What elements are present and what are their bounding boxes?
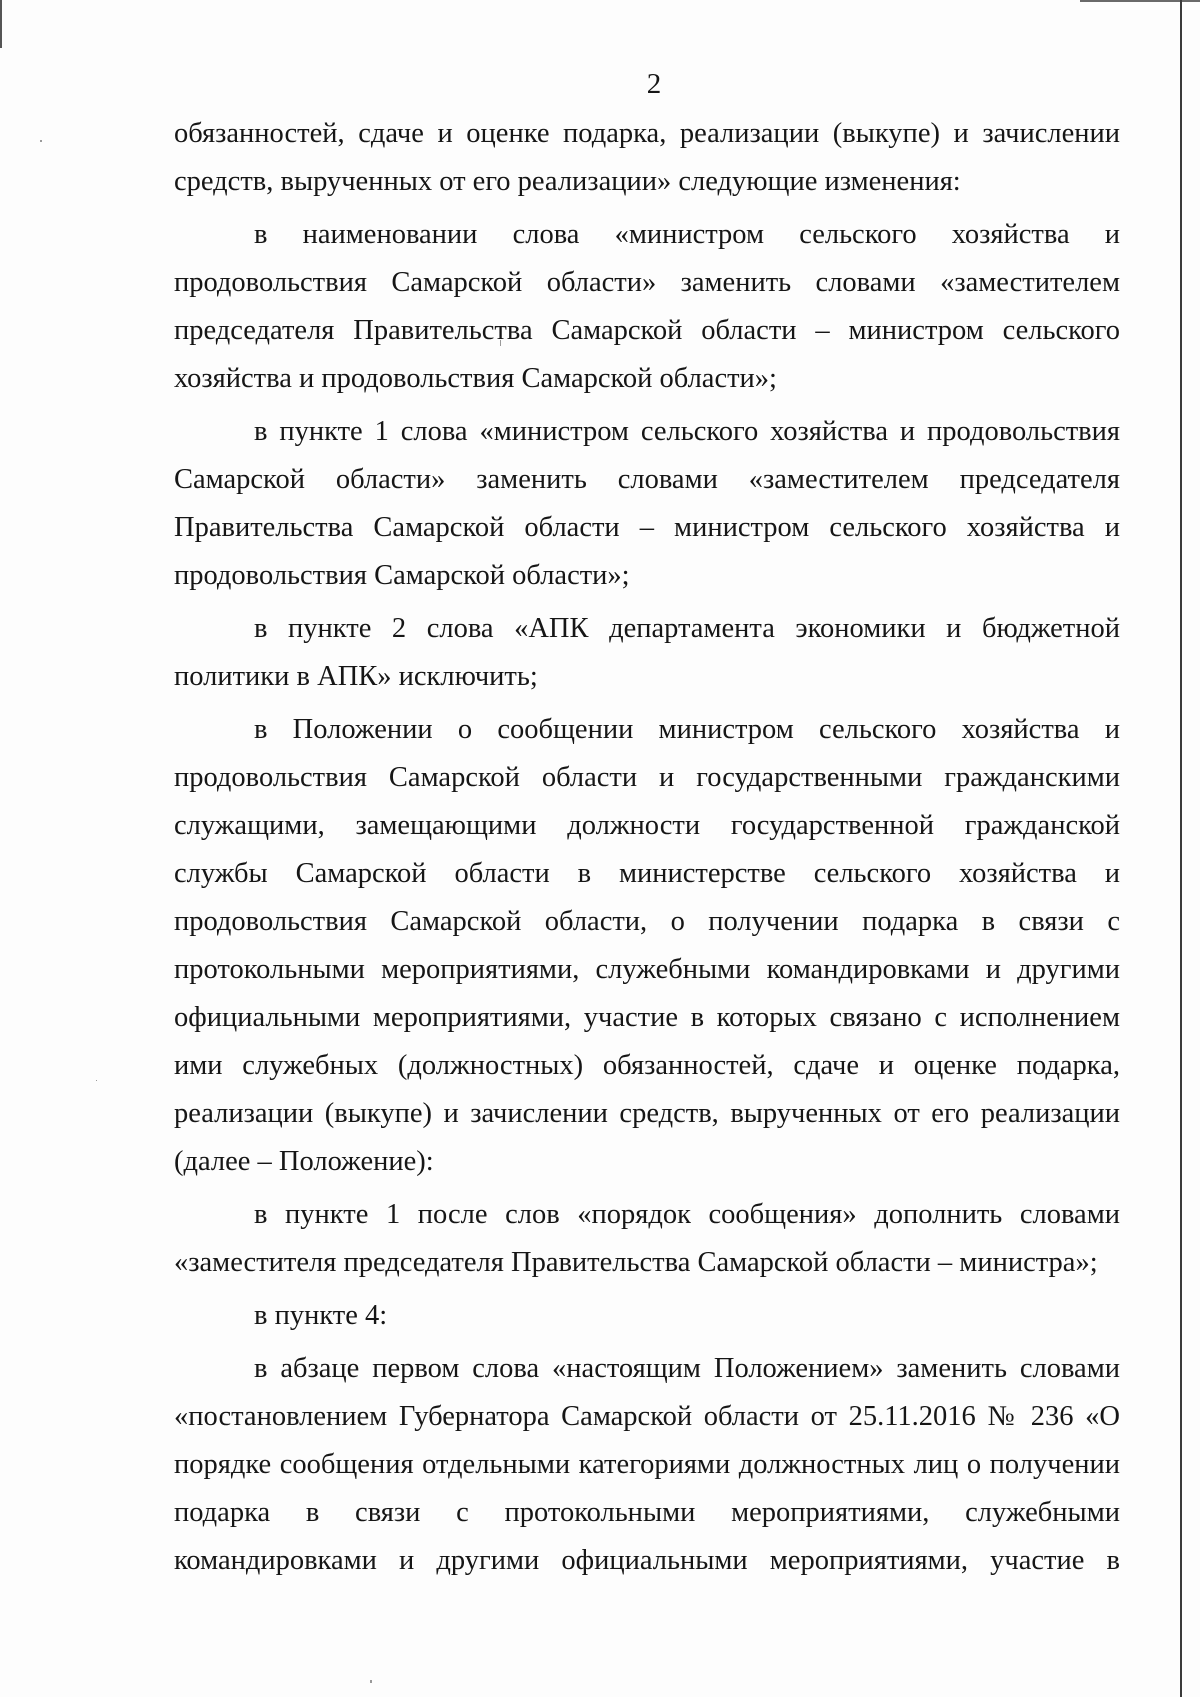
- scan-edge-top: [1080, 0, 1200, 2]
- paragraph: обязанностей, сдаче и оценке подарка, реализации (выкупе) и зачислении средств, вырученных от его реализации» следующие изменения:: [174, 118, 1120, 197]
- page-number: 2: [646, 68, 662, 100]
- scan-speck: [96, 1080, 97, 1081]
- scan-edge-right: [1180, 0, 1182, 1697]
- paragraph: в пункте 1 слова «министром сельского хозяйства и продовольствия Самарской области» заменить словами «заместителем председателя Правительства Самарской области – министром сельского хозяйства и продовольствия Самарской области»;: [174, 416, 1120, 591]
- paragraph: в Положении о сообщении министром сельского хозяйства и продовольствия Самарской области и государственными гражданскими служащими, замещающими должности государственной гражданской службы Самарской области в министерстве сельского хозяйства и продовольствия Самарской области, о получении подарка в связи с протокольными мероприятиями, служебными командировками и другими официальными мероприятиями, участие в которых связано с исполнением ими служебных (должностных) обязанностей, сдаче и оценке подарка, реализации (выкупе) и зачислении средств, вырученных от его реализации (далее – Положение):: [174, 714, 1120, 1177]
- paragraph: в пункте 4:: [254, 1300, 388, 1331]
- paragraph: в наименовании слова «министром сельского хозяйства и продовольствия Самарской области» заменить словами «заместителем председателя Правительства Самарской области – министром сельского хозяйства и продовольствия Самарской области»;: [174, 219, 1120, 394]
- document-body: [174, 110, 1120, 1586]
- paragraph: в пункте 1 после слов «порядок сообщения» дополнить словами «заместителя председателя Правительства Самарской области – министра»;: [174, 1199, 1120, 1278]
- paragraph: в пункте 2 слова «АПК департамента экономики и бюджетной политики в АПК» исключить;: [174, 613, 1120, 692]
- paragraph: в абзаце первом слова «настоящим Положением» заменить словами «постановлением Губернатора Самарской области от 25.11.2016 № 236 «О порядке сообщения отдельными категориями должностных лиц о получении подарка в связи с протокольными мероприятиями, служебными командировками и другими официальными мероприятиями, участие в: [174, 1353, 1120, 1576]
- scan-speck: [370, 1680, 372, 1683]
- scan-edge-left: [0, 0, 2, 48]
- scan-speck: [40, 140, 42, 142]
